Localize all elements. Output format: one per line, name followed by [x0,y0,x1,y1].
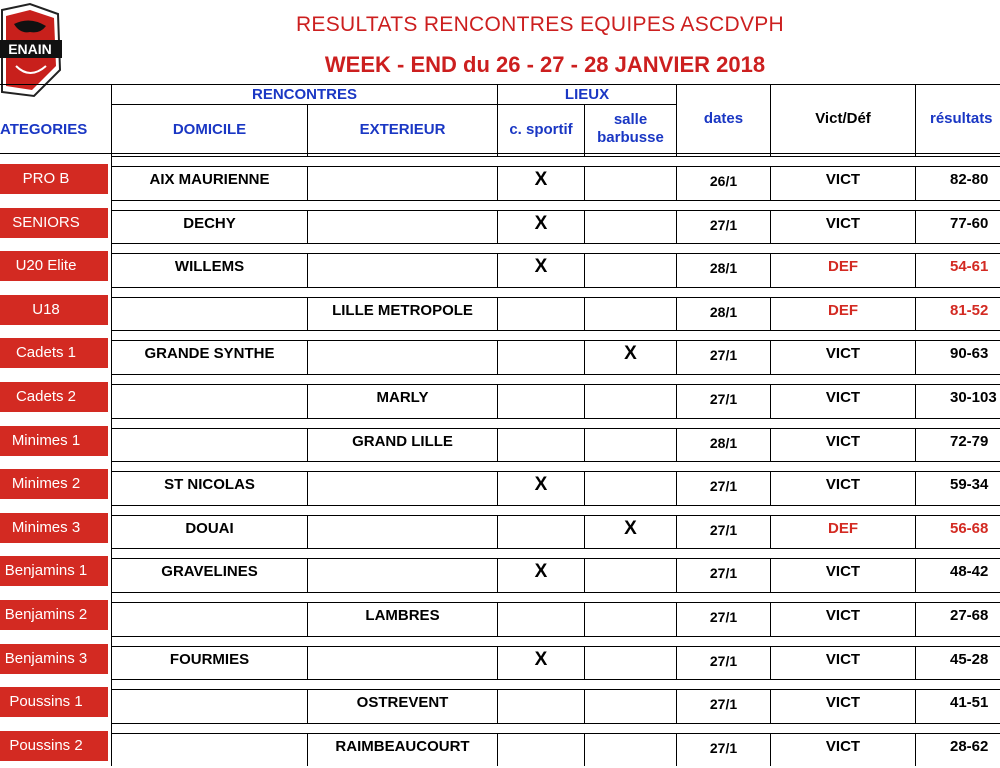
header-rencontres: RENCONTRES [251,86,357,103]
vict-def-cell: VICT [825,563,861,580]
row-separator [112,723,1000,734]
category-label: Cadets 1 [0,338,108,368]
date-cell: 28/1 [709,260,738,276]
result-cell: 54-61 [950,258,989,275]
row-separator [112,505,1000,516]
date-cell: 27/1 [709,478,738,494]
date-cell: 27/1 [709,653,738,669]
table-row [0,637,1000,681]
vict-def-cell: VICT [825,651,861,668]
domicile-cell: FOURMIES [169,651,250,668]
vict-def-cell: DEF [828,258,858,275]
table-row [0,331,1000,375]
row-separator [112,636,1000,647]
vict-def-cell: VICT [825,171,861,188]
salle-barbusse-cell: X [624,343,637,364]
category-label: Minimes 2 [0,469,108,499]
table-row [0,244,1000,288]
result-cell: 72-79 [950,433,989,450]
category-label: Minimes 3 [0,513,108,543]
domicile-cell: AIX MAURIENNE [149,171,270,188]
result-cell: 59-34 [950,476,989,493]
exterieur-cell: OSTREVENT [356,694,449,711]
date-cell: 28/1 [709,435,738,451]
result-cell: 81-52 [950,302,989,319]
category-label: U18 [0,295,108,325]
category-label: Poussins 2 [0,731,108,761]
table-row [0,419,1000,463]
domicile-cell: GRANDE SYNTHE [144,345,275,362]
header-salle-barbusse: salle barbusse [597,111,664,146]
date-cell: 27/1 [709,609,738,625]
domicile-cell: WILLEMS [174,258,245,275]
date-cell: 27/1 [709,347,738,363]
date-cell: 26/1 [709,173,738,189]
domicile-cell: DECHY [183,215,236,232]
result-cell: 82-80 [950,171,989,188]
table-row [0,375,1000,419]
domicile-cell: DOUAI [185,520,234,537]
exterieur-cell: MARLY [376,389,429,406]
domicile-cell: GRAVELINES [161,563,258,580]
row-separator [112,461,1000,472]
category-label: SENIORS [0,208,108,238]
exterieur-cell: LILLE METROPOLE [332,302,473,319]
category-label: Benjamins 2 [0,600,108,630]
c-sportif-cell: X [534,561,548,582]
header-vict-def: Vict/Déf [815,110,871,127]
svg-text:ENAIN: ENAIN [8,41,52,57]
table-row [0,680,1000,724]
vict-def-cell: DEF [828,520,858,537]
result-cell: 28-62 [950,738,989,755]
vict-def-cell: VICT [825,389,861,406]
vict-def-cell: VICT [825,345,861,362]
table-row [0,201,1000,245]
c-sportif-cell: X [534,649,548,670]
domicile-cell: ST NICOLAS [164,476,255,493]
category-label: Minimes 1 [0,426,108,456]
category-label: Benjamins 3 [0,644,108,674]
vict-def-cell: VICT [825,433,861,450]
header-resultats: résultats [930,110,993,127]
table-row [0,462,1000,506]
date-cell: 27/1 [709,217,738,233]
result-cell: 77-60 [950,215,989,232]
table-row [0,506,1000,550]
exterieur-cell: LAMBRES [365,607,440,624]
result-cell: 27-68 [950,607,989,624]
page-subtitle: WEEK - END du 26 - 27 - 28 JANVIER 2018 [324,52,766,77]
row-separator [112,418,1000,429]
table-row [0,593,1000,637]
exterieur-cell: GRAND LILLE [352,433,453,450]
exterieur-cell: RAIMBEAUCOURT [335,738,470,755]
date-cell: 27/1 [709,522,738,538]
header-categories: ATEGORIES [0,121,88,138]
row-separator [112,592,1000,603]
row-separator [112,548,1000,559]
header-dates: dates [703,110,744,127]
row-separator [112,156,1000,167]
salle-barbusse-cell: X [624,518,637,539]
date-cell: 28/1 [709,304,738,320]
result-cell: 45-28 [950,651,989,668]
row-separator [112,374,1000,385]
row-separator [112,330,1000,341]
c-sportif-cell: X [534,474,548,495]
category-label: PRO B [0,164,108,194]
c-sportif-cell: X [534,256,548,277]
row-separator [112,679,1000,690]
result-cell: 41-51 [950,694,989,711]
header-c-sportif: c. sportif [509,121,573,138]
date-cell: 27/1 [709,740,738,756]
vict-def-cell: VICT [825,738,861,755]
date-cell: 27/1 [709,696,738,712]
header-exterieur: EXTERIEUR [359,121,446,138]
result-cell: 48-42 [950,563,989,580]
table-row [0,157,1000,201]
table-row [0,724,1000,768]
result-cell: 30-103 [950,389,997,406]
vict-def-cell: DEF [828,302,858,319]
c-sportif-cell: X [534,213,548,234]
table-row [0,288,1000,332]
category-label: Poussins 1 [0,687,108,717]
row-separator [112,243,1000,254]
table-row [0,549,1000,593]
page-title: RESULTATS RENCONTRES EQUIPES ASCDVPH [295,13,785,36]
result-cell: 56-68 [950,520,989,537]
category-label: Cadets 2 [0,382,108,412]
category-label: Benjamins 1 [0,556,108,586]
category-label: U20 Elite [0,251,108,281]
date-cell: 27/1 [709,565,738,581]
header-domicile: DOMICILE [172,121,247,138]
vict-def-cell: VICT [825,607,861,624]
header-lieux: LIEUX [564,86,610,103]
date-cell: 27/1 [709,391,738,407]
row-separator [112,287,1000,298]
row-separator [112,200,1000,211]
result-cell: 90-63 [950,345,989,362]
vict-def-cell: VICT [825,694,861,711]
vict-def-cell: VICT [825,215,861,232]
c-sportif-cell: X [534,169,548,190]
vict-def-cell: VICT [825,476,861,493]
